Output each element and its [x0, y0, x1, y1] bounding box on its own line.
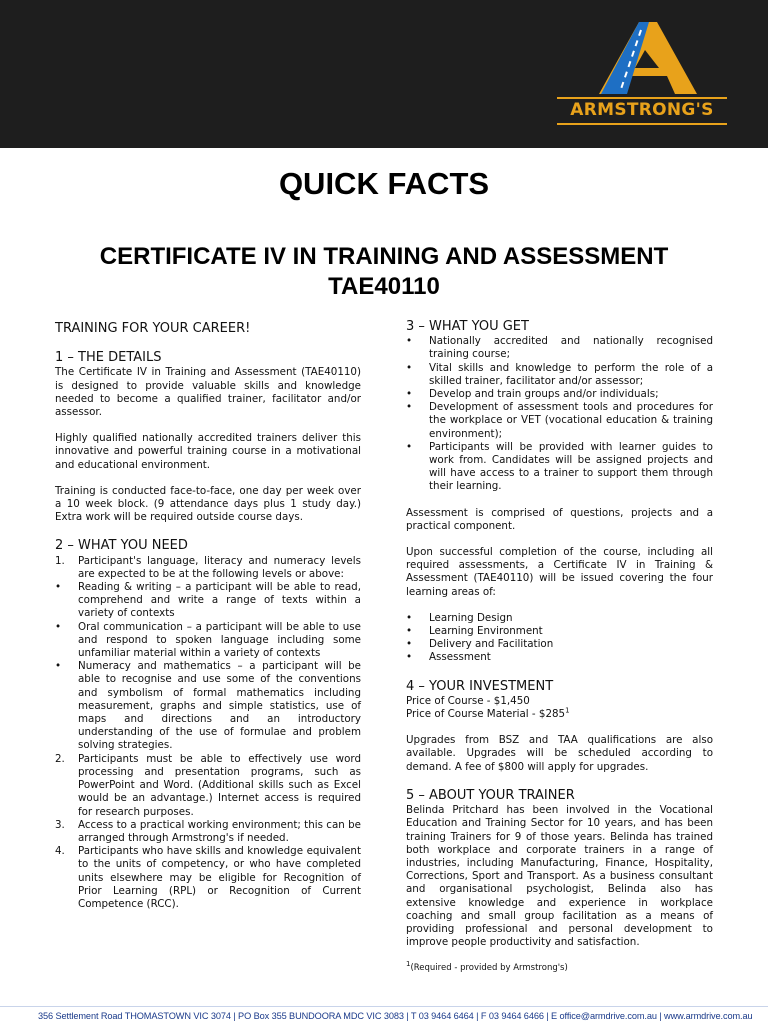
list-item-text: Reading & writing – a participant will be able to read, comprehend and write a range of texts within a variety of contexts: [78, 581, 361, 620]
list-item-text: Numeracy and mathematics – a participant will be able to recognise and use some of the conventions and symbolism of formal mathematics including measurement, graphs and simple statistics, use of maps and directions and an introductory understanding of the use of formulae and problem solving strategies.: [78, 660, 361, 752]
list-item-text: Develop and train groups and/or individuals;: [429, 388, 659, 401]
course-code: TAE40110: [328, 273, 440, 300]
get-list: [406, 335, 713, 493]
list-item-text: Learning Environment: [429, 625, 543, 638]
completion-paragraph: Upon successful completion of the course, including all required assessments, a Certificate IV in Training & Assessment (TAE40110) will be issued covering the four learning areas of:: [406, 546, 713, 598]
bullet-icon: •: [406, 651, 413, 664]
details-heading: 1 – THE DETAILS: [55, 350, 162, 366]
logo-a-icon: [557, 20, 727, 98]
course-title: [0, 242, 768, 302]
list-item: [55, 660, 361, 752]
list-item-text: Participant's language, literacy and numeracy levels are expected to be at the following levels or above:: [78, 554, 361, 580]
list-marker: 3.: [55, 818, 65, 831]
tagline: TRAINING FOR YOUR CAREER!: [55, 321, 251, 336]
footnote-marker: 1: [565, 706, 570, 715]
list-item: [55, 845, 361, 911]
list-item: [406, 625, 713, 638]
get-heading: 3 – WHAT YOU GET: [406, 319, 529, 334]
list-item: [406, 335, 713, 361]
bullet-icon: •: [406, 611, 413, 624]
need-list: [55, 555, 361, 911]
list-item: [406, 651, 713, 664]
footnote-text: (Required - provided by Armstrong's): [410, 963, 568, 974]
details-paragraph: Training is conducted face-to-face, one day per week over a 10 week block. (9 attendance days plus 1 study day.) Extra work will be required outside course days.: [55, 484, 361, 524]
right-column: [406, 320, 713, 976]
bullet-icon: •: [406, 361, 413, 374]
course-title-line1: CERTIFICATE IV IN TRAINING AND ASSESSMENT: [99, 243, 669, 270]
list-item-text: Development of assessment tools and procedures for the workplace or VET (vocational education & training environment);: [429, 401, 713, 440]
list-item-text: Nationally accredited and nationally recognised training course;: [429, 335, 713, 361]
bullet-icon: •: [406, 401, 413, 414]
trainer-heading: 5 – ABOUT YOUR TRAINER: [406, 787, 575, 803]
price-material: [406, 708, 713, 721]
investment-heading: 4 – YOUR INVESTMENT: [406, 678, 554, 694]
upgrades-paragraph: Upgrades from BSZ and TAA qualifications are also available. Upgrades will be scheduled according to demand. A fee of $800 will apply for upgrades.: [406, 734, 713, 773]
list-item: [406, 388, 713, 401]
details-paragraph: Highly qualified nationally accredited trainers deliver this innovative and powerful training course in a motivational and educational environment.: [55, 432, 361, 471]
list-item: [406, 441, 713, 494]
list-item: [55, 555, 361, 581]
list-marker: 1.: [55, 554, 65, 567]
footer-contact: 356 Settlement Road THOMASTOWN VIC 3074 | PO Box 355 BUNDOORA MDC VIC 3083 | T 03 9464 6464 | F 03 9464 6466 | E office@armdrive.com.au | www.armdrive.com.au: [38, 1011, 753, 1021]
bullet-icon: •: [55, 581, 62, 594]
footnote-number: 1: [406, 960, 411, 969]
logo-wordmark: ARMSTRONG'S: [570, 100, 714, 120]
list-item: [55, 581, 361, 621]
list-item-text: Assessment: [429, 651, 491, 664]
bullet-icon: •: [55, 660, 62, 673]
list-marker: 4.: [55, 845, 65, 858]
list-item: [406, 638, 713, 651]
list-item: [55, 753, 361, 819]
header-banner: [0, 0, 768, 148]
list-item-text: Participants must be able to effectively use word processing and presentation programs, such as PowerPoint and Word. (Additional skills such as Excel would be an advantage.) Internet access is required for research purposes.: [78, 752, 361, 818]
list-item-text: Access to a practical working environment; this can be arranged through Armstrong's if needed.: [78, 818, 361, 844]
trainer-paragraph: Belinda Pritchard has been involved in the Vocational Education and Training Sector for 10 years, and has been training Trainers for 9 of those years. Belinda has trained both workplace and corporate trainers in a range of industries, including Manufacturing, Finance, Hospitality, Corrections, Sport and Transport. As a business consultant and organisational psychologist, Belinda also has extensive knowledge and experience in workplace coaching and small group facilitation as a means of providing professional and personal development to improve people productivity and satisfaction.: [406, 804, 713, 949]
page-title: QUICK FACTS: [278, 166, 490, 201]
footer-bar: [0, 1006, 768, 1025]
assessment-paragraph: Assessment is comprised of questions, projects and a practical component.: [406, 506, 713, 532]
bullet-icon: •: [406, 388, 413, 401]
bullet-icon: •: [55, 620, 62, 633]
list-item: [406, 612, 713, 625]
bullet-icon: •: [406, 638, 413, 651]
list-item-text: Oral communication – a participant will be able to use and respond to spoken language including some unfamiliar material within a variety of contexts: [78, 620, 361, 660]
bullet-icon: •: [406, 440, 413, 453]
list-item: [55, 819, 361, 845]
footnote: [406, 962, 713, 975]
list-item: [55, 621, 361, 661]
details-paragraph: The Certificate IV in Training and Assessment (TAE40110) is designed to provide valuable skills and knowledge needed to become a qualified trainer, facilitator and/or assessor.: [55, 366, 361, 419]
need-heading: 2 – WHAT YOU NEED: [55, 538, 188, 554]
list-item: [406, 362, 713, 388]
price-course: Price of Course - $1,450: [406, 694, 530, 707]
bullet-icon: •: [406, 335, 413, 348]
price-material-text: Price of Course Material - $285: [406, 708, 566, 721]
list-item-text: Vital skills and knowledge to perform the role of a skilled trainer, facilitator and/or assessor;: [429, 361, 713, 387]
left-column: [55, 320, 361, 924]
logo-rule-bottom: [557, 123, 727, 125]
list-item-text: Delivery and Facilitation: [429, 638, 554, 651]
list-item-text: Learning Design: [429, 611, 513, 624]
armstrongs-logo: [557, 20, 727, 128]
list-item-text: Participants will be provided with learner guides to work from. Candidates will be assigned projects and will have access to a trainer to support them through their learning.: [429, 440, 713, 493]
bullet-icon: •: [406, 625, 413, 638]
list-marker: 2.: [55, 752, 65, 765]
learning-areas-list: [406, 612, 713, 665]
logo-rule-top: [557, 97, 727, 99]
list-item: [406, 401, 713, 441]
list-item-text: Participants who have skills and knowledge equivalent to the units of competency, or who have completed units elsewhere may be eligible for Recognition of Prior Learning (RPL) or Recognition of Current Competence (RCC).: [78, 845, 361, 910]
